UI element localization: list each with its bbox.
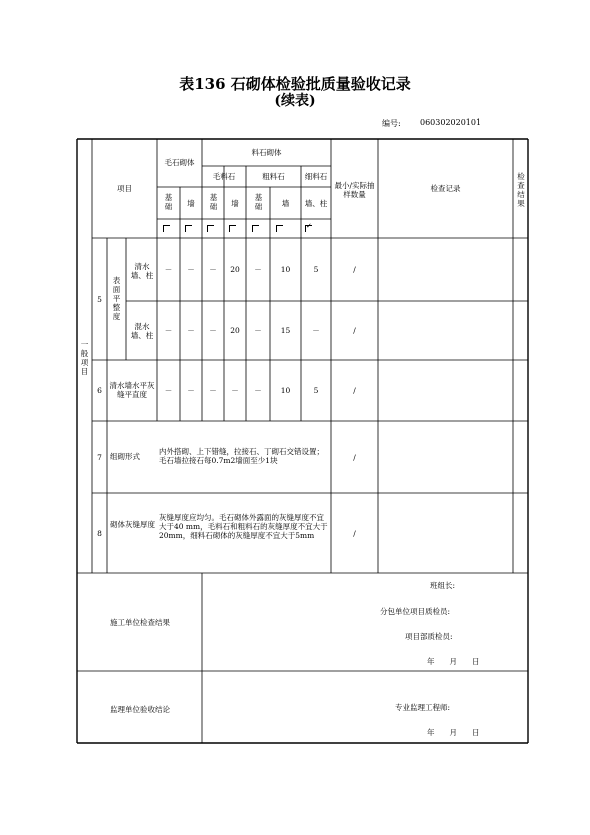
sub-col-wall: 墙 (231, 198, 239, 208)
tolerance-value: 5 (313, 265, 319, 274)
row-number: 5 (97, 294, 102, 304)
tolerance-value: － (209, 386, 217, 395)
row-content: 内外搭砌、上下错缝，拉接石、丁砌石交错设置；毛石墙拉接石每0.7m2墙面至少1块 (159, 447, 324, 465)
sample-count: / (353, 386, 356, 395)
sub-col-wall: 墙 (187, 198, 195, 208)
sub-col-wall-column: 墙、柱 (304, 198, 328, 208)
row-number: 8 (97, 528, 102, 538)
construction-label: 施工单位检查结果 (110, 617, 170, 627)
col-check-record: 检查记录 (430, 184, 461, 193)
tolerance-value: 5 (313, 386, 319, 395)
sub-row-name: 清水墙、柱 (130, 262, 154, 280)
tolerance-value: － (164, 265, 173, 274)
tolerance-value: － (254, 386, 262, 395)
code-label: 编号: (382, 119, 401, 128)
row-content: 灰缝厚度应均匀。毛石砌体外露面的灰缝厚度不宜大于40 mm，毛料石和粗料石的灰缝厚度不宜大于20mm，细料石砌体的灰缝厚度不宜大于5mm (159, 513, 328, 540)
tolerance-value: － (231, 386, 239, 395)
sub-col-foundation: 基础 (164, 193, 173, 211)
sample-count: / (353, 326, 356, 335)
tolerance-value: 10 (280, 386, 291, 395)
tolerance-value: － (209, 326, 217, 335)
dept-inspector-label: 项目部质检员: (405, 632, 453, 641)
row-name: 组砌形式 (110, 452, 140, 461)
checkbox-rough-wall[interactable] (229, 225, 236, 232)
col-min-sample: 最小/实际抽样数量 (334, 181, 375, 199)
row-name: 表面平整度 (112, 276, 121, 321)
tolerance-value: 10 (280, 265, 291, 274)
checkbox-coarse-wall[interactable] (276, 225, 283, 232)
checkbox-rubble-wall[interactable] (185, 225, 192, 232)
row-number: 6 (97, 386, 102, 395)
supervision-date: 年 月 日 (427, 728, 480, 737)
sub-col-wall: 墙 (281, 198, 290, 208)
checkbox-coarse-foundation[interactable] (252, 225, 259, 232)
page-title: 表136 石砌体检验批质量验收记录 (179, 75, 411, 93)
tolerance-value: 20 (230, 326, 240, 335)
page-subtitle: (续表) (274, 93, 316, 109)
tolerance-value: － (187, 326, 195, 335)
tolerance-value: － (164, 386, 173, 395)
checkbox-rubble-foundation[interactable] (163, 225, 170, 232)
supervision-label: 监理单位验收结论 (110, 704, 170, 714)
supervising-engineer-label: 专业监理工程师: (395, 703, 451, 712)
code-value: 060302020101 (420, 118, 482, 127)
row-number: 7 (97, 452, 102, 462)
col-check-result: 检查结果 (517, 172, 525, 208)
col-item: 项目 (117, 184, 132, 193)
tolerance-value: － (187, 386, 195, 395)
sub-col-foundation: 基础 (254, 193, 263, 211)
construction-date: 年 月 日 (427, 657, 480, 666)
sample-count: / (353, 452, 356, 462)
tolerance-value: － (312, 326, 320, 335)
tolerance-value: － (254, 265, 262, 274)
col-rough-stone: 毛料石 (212, 172, 236, 181)
col-stone-masonry: 料石砌体 (251, 148, 282, 157)
col-coarse-stone: 粗料石 (262, 172, 285, 181)
tolerance-value: － (164, 326, 173, 335)
col-rubble-masonry: 毛石砌体 (164, 157, 195, 167)
col-fine-stone: 细料石 (304, 172, 328, 181)
sub-col-foundation: 基础 (209, 193, 218, 211)
sub-row-name: 混水墙、柱 (130, 322, 154, 340)
tolerance-value: － (187, 265, 195, 274)
sample-count: / (353, 528, 356, 538)
row-name: 清水墙水平灰缝平直度 (109, 381, 155, 399)
row-name: 砌体灰缝厚度 (110, 520, 155, 529)
checkbox-fine-wall-column[interactable] (305, 225, 312, 232)
section-label-general: 一般项目 (80, 340, 89, 376)
tolerance-value: － (254, 326, 262, 335)
sample-count: / (353, 265, 356, 274)
team-leader-label: 班组长: (430, 581, 456, 590)
sub-inspector-label: 分包单位项目质检员: (380, 607, 451, 616)
tolerance-value: － (209, 265, 217, 274)
tolerance-value: 20 (230, 265, 240, 274)
tolerance-value: 15 (280, 326, 291, 335)
checkbox-rough-foundation[interactable] (207, 225, 214, 232)
